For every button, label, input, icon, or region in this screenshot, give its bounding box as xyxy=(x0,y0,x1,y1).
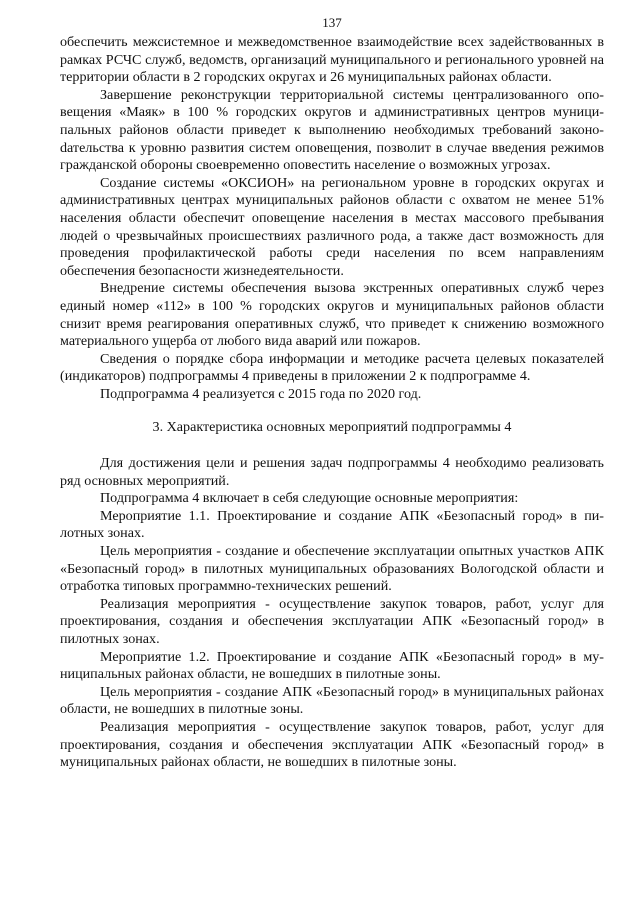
paragraph: обеспечить межсистемное и межведомственное взаимодействие всех задействованных в рамках РСЧС служб, ведомств, организаций муниципального и регионального уровней на территории области в 2 городских округах и 26 муниципальных районах области. xyxy=(60,34,604,86)
intro-text xyxy=(60,34,604,403)
paragraph: Создание системы «ОКСИОН» на региональном уровне в городских округах и административных центрах муниципальных районов области с охватом не менее 51% населения области обеспечит оповещение населения в местах массового пребывания людей о чрезвычайных происшествиях различного рода, а также даст возможность для проведения профилактической работы среди населения по всем направлениям обеспечения безопасности жизнедеятельности. xyxy=(60,174,604,279)
paragraph: Мероприятие 1.2. Проектирование и создание АПК «Безопасный город» в муниципальных районах области, не вошедших в пилотные зоны. xyxy=(60,648,604,683)
paragraph: Подпрограмма 4 реализуется с 2015 года по 2020 год. xyxy=(100,385,422,402)
section-text xyxy=(60,455,604,772)
paragraph: Мероприятие 1.1. Проектирование и создание АПК «Безопасный город» в пилотных зонах. xyxy=(60,507,604,542)
paragraph: Цель мероприятия - создание и обеспечение эксплуатации опытных участков АПК «Безопасный город» в пилотных муниципальных образованиях Вологодской области и отработка типовых программно-технических решений. xyxy=(60,543,604,595)
paragraph: Реализация мероприятия - осуществление закупок товаров, работ, услуг для проектирования, создания и обеспечения эксплуатации АПК «Безопасный город» в муниципальных районах области, не вошедших в пилотные зоны. xyxy=(60,718,604,771)
paragraph: Для достижения цели и решения задач подпрограммы 4 необходимо реализовать ряд основных мероприятий. xyxy=(60,455,604,489)
paragraph: Завершение реконструкции территориальной системы централизованного оповещения «Маяк» в 100 % городских округов и административных центров муниципальных районов области приведет к выполнению необходимых требований законоdательства к уровню развития систем оповещения, позволит в случае введения режимов гражданской обороны своевременно оповестить население о возможных угрозах. xyxy=(60,86,604,174)
paragraph: Сведения о порядке сбора информации и методике расчета целевых показателей (индикаторов) подпрограммы 4 приведены в приложении 2 к подпрограмме 4. xyxy=(60,350,604,385)
paragraph: Цель мероприятия - создание АПК «Безопасный город» в муниципальных районах области, не вошедших в пилотные зоны. xyxy=(60,683,604,718)
paragraph: Реализация мероприятия - осуществление закупок товаров, работ, услуг для проектирования, создания и обеспечения эксплуатации АПК «Безопасный город» в пилотных зонах. xyxy=(60,595,604,647)
page-number: 137 xyxy=(322,15,342,30)
paragraph: Подпрограмма 4 включает в себя следующие основные мероприятия: xyxy=(100,490,519,507)
paragraph: Внедрение системы обеспечения вызова экстренных оперативных служб через единый номер «112» в 100 % городских округов и муниципальных районов области снизит время реагирования оперативных служб, что приведет к снижению возможного материального ущерба от любого вида аварий или пожаров. xyxy=(60,280,604,350)
section-heading: 3. Характеристика основных мероприятий подпрограммы 4 xyxy=(152,419,512,436)
